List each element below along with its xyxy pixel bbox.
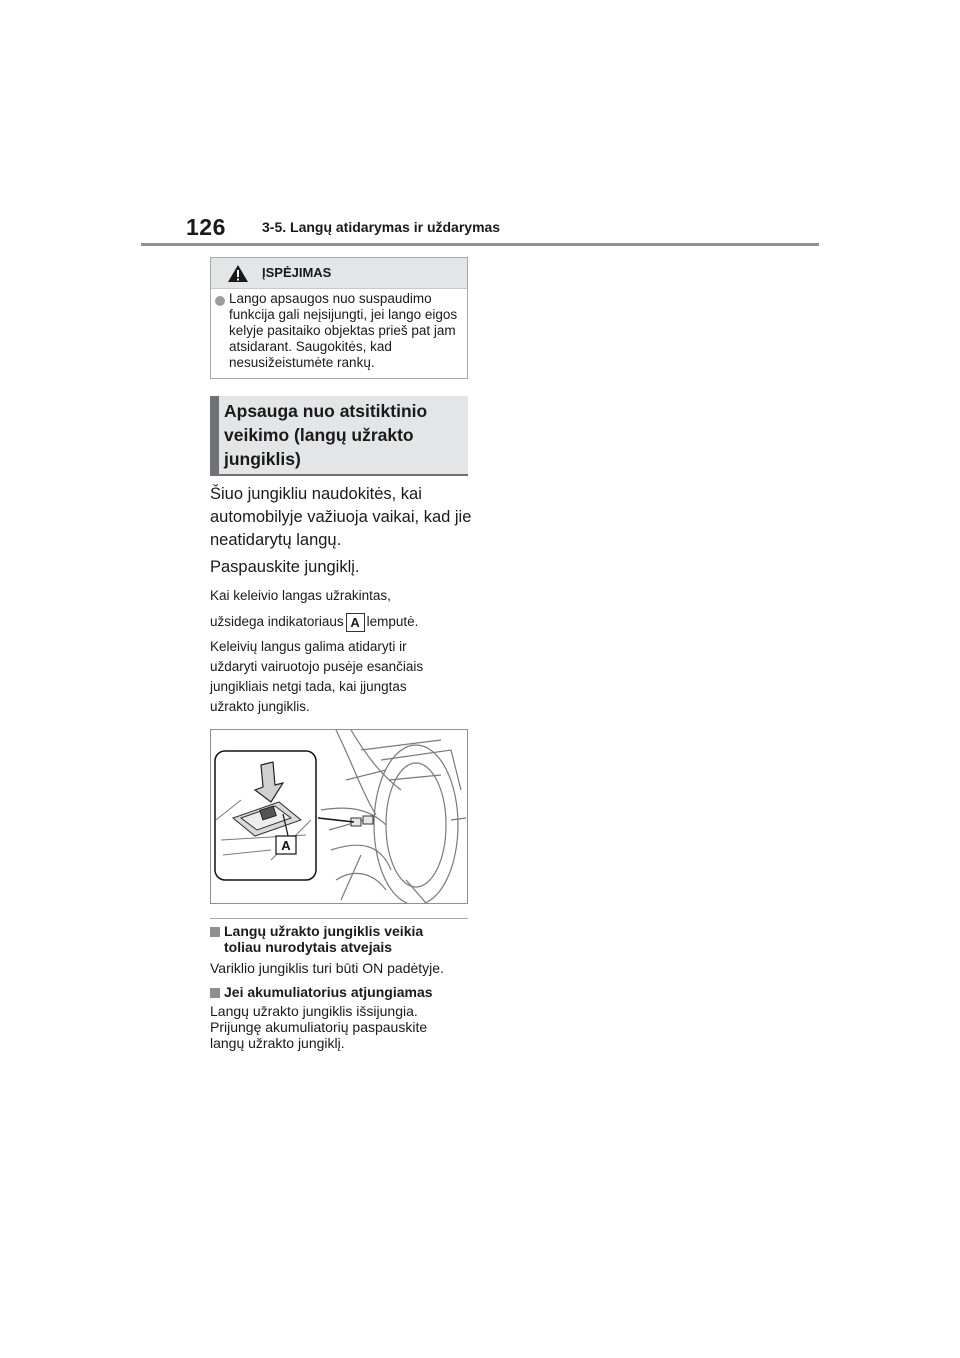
intro-line: automobilyje važiuoja vaikai, kad jie [210,508,472,526]
warning-title: ĮSPĖJIMAS [262,265,332,280]
square-bullet [210,988,220,998]
section-heading-line: jungiklis) [224,449,301,469]
section-heading [224,399,464,471]
car-interior-drawing [211,730,467,903]
note-line: uždaryti vairuotojo pusėje esančiais [210,659,424,674]
figure-callout-a: A [281,838,291,853]
instruction-text: Paspauskite jungiklį. [210,558,360,576]
bullet-dot [215,296,225,306]
header-divider [141,243,819,246]
subsection-heading-1 [224,923,464,955]
note-line: jungikliais netgi tada, kai įjungtas [210,679,407,694]
warning-box [210,257,468,379]
label-a-badge: A [346,613,365,632]
subsection-body-1 [210,960,468,976]
subsection-body-line: Variklio jungiklis turi būti ON padėtyje. [210,960,444,976]
note-paragraph-1 [210,586,472,632]
window-lock-switch-illustration [210,729,468,904]
subsection-body-line: langų užrakto jungiklį. [210,1035,345,1051]
warning-text: Lango apsaugos nuo suspaudimo funkcija gali neįsijungti, jei lango eigos kelyje pasitaiko objektas prieš pat jam atsidarant. Saugokitės, kad nesusižeistumėte rankų. [229,291,458,370]
subsection-body-line: Prijungę akumuliatorių paspauskite [210,1019,428,1035]
note-line: Kai keleivio langas užrakintas, [210,588,391,603]
warning-header [211,258,467,289]
subsection-body-2 [210,1003,468,1051]
note-text: lemputė. [366,614,419,629]
intro-paragraph [210,483,472,552]
heading-accent-bar [210,396,219,474]
section-heading-box [210,396,468,476]
note-line: Keleivių langus galima atidaryti ir [210,639,407,654]
note-line: užrakto jungiklis. [210,699,310,714]
subsection-body-line: Langų užrakto jungiklis išsijungia. [210,1003,418,1019]
subsection-heading-line: Jei akumuliatorius atjungiamas [224,984,433,1000]
note-line [210,612,472,632]
square-bullet [210,927,220,937]
section-title: 3-5. Langų atidarymas ir uždarymas [262,219,501,235]
section-divider [210,918,468,919]
subsection-heading-line: Langų užrakto jungiklis veikia [224,923,424,939]
warning-triangle-icon [227,264,249,283]
page-number: 126 [186,214,226,240]
note-paragraph-2 [210,637,472,717]
intro-line: neatidarytų langų. [210,531,342,549]
note-text: užsidega indikatoriaus [210,614,344,629]
intro-line: Šiuo jungikliu naudokitės, kai [210,485,422,503]
section-heading-line: veikimo (langų užrakto [224,425,414,445]
subsection-heading-2 [224,984,464,1000]
subsection-heading-line: toliau nurodytais atvejais [224,939,393,955]
section-heading-line: Apsauga nuo atsitiktinio [224,401,428,421]
